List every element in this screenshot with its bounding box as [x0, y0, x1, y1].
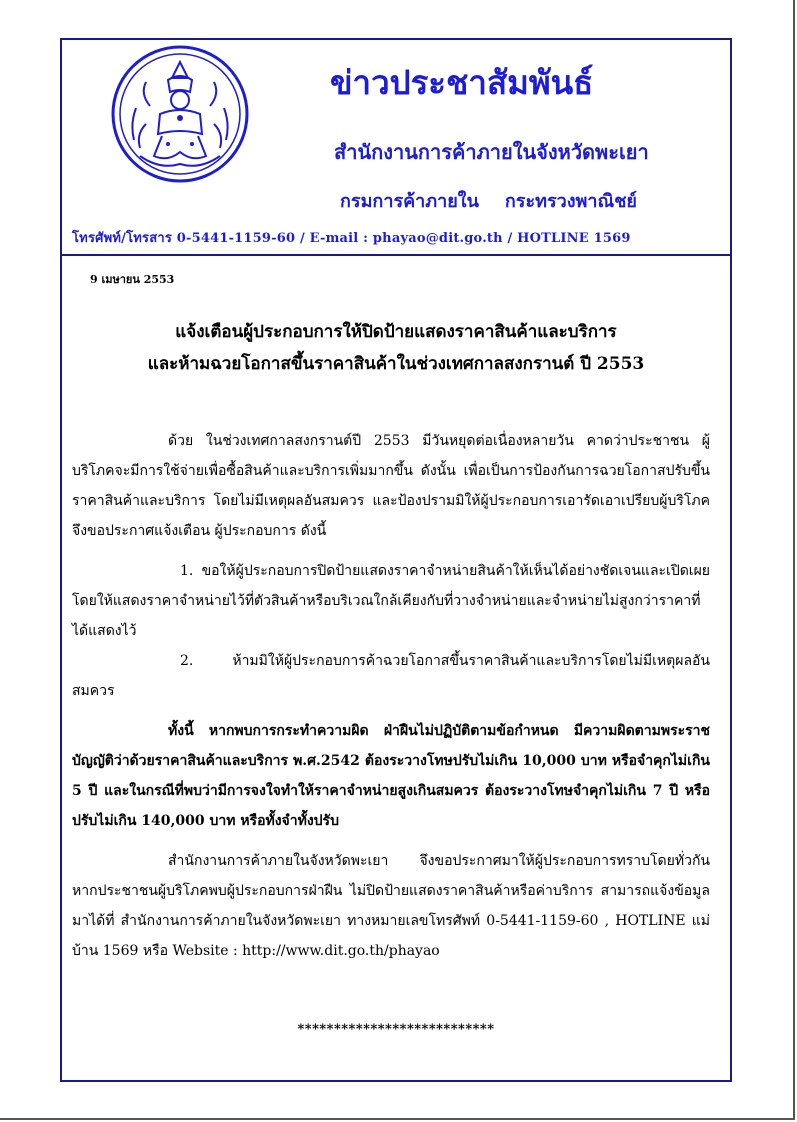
announcement-body — [72, 426, 710, 966]
contact-info: โทรศัพท์/โทรสาร 0-5441-1159-60 / E-mail : phayao@dit.go.th / HOTLINE 1569 — [72, 231, 631, 246]
office-name: สำนักงานการค้าภายในจังหวัดพะเยา — [334, 140, 649, 164]
department-name: กรมการค้าภายใน — [340, 191, 479, 212]
ministry-name: กระทรวงพาณิชย์ — [504, 191, 637, 212]
announcement-date: 9 เมษายน 2553 — [90, 273, 175, 286]
penalty-paragraph: ทั้งนี้ หากพบการกระทำความผิด ฝ่าฝืนไม่ปฏิบัติตามข้อกำหนด มีความผิดตามพระราชบัญญัติว่าด้วยราคาสินค้าและบริการ พ.ศ.2542 ต้องระวางโทษปรับไม่เกิน 10,000 บาท หรือจำคุกไม่เกิน 5 ปี และในกรณีที่พบว่ามีการจงใจทำให้ราคาจำหน่ายสูงเกินสมควร ต้องระวางโทษจำคุกไม่เกิน 7 ปี หรือ ปรับไม่เกิน 140,000 บาท หรือทั้งจำทั้งปรับ — [72, 723, 710, 829]
letterhead — [62, 40, 730, 256]
headline-line-2: และห้ามฉวยโอกาสขึ้นราคาสินค้าในช่วงเทศกาลสงกรานต์ ปี 2553 — [147, 354, 645, 374]
headline-line-1: แจ้งเตือนผู้ประกอบการให้ปิดป้ายแสดงราคาสินค้าและบริการ — [175, 322, 617, 342]
page-title: ข่าวประชาสัมพันธ์ — [330, 63, 594, 102]
footer-divider: *************************** — [297, 1022, 495, 1037]
ministry-seal-icon — [110, 44, 250, 184]
headline — [62, 316, 730, 380]
closing-paragraph: สำนักงานการค้าภายในจังหวัดพะเยา จึงขอประกาศมาให้ผู้ประกอบการทราบโดยทั่วกัน หากประชาชนผู้บริโภคพบผู้ประกอบการฝ่าฝืน ไม่ปิดป้ายแสดงราคาสินค้าหรือค่าบริการ สามารถแจ้งข้อมูลมาได้ที่ สำนักงานการค้าภายในจังหวัดพะเยา ทางหมายเลขโทรศัพท์ 0-5441-1159-60 , HOTLINE แม่บ้าน 1569 หรือ Website : http://www.dit.go.th/phayao — [72, 853, 710, 959]
department-line — [340, 186, 637, 215]
document-page — [60, 38, 732, 1082]
list-item-1: 1. ขอให้ผู้ประกอบการปิดป้ายแสดงราคาจำหน่ายสินค้าให้เห็นได้อย่างชัดเจนและเปิดเผยโดยให้แสดงราคาจำหน่ายไว้ที่ตัวสินค้าหรือบริเวณใกล้เคียงกับที่วางจำหน่ายและจำหน่ายไม่สูงกว่าราคาที่ได้แสดงไว้ — [72, 563, 710, 639]
list-item-2: 2. ห้ามมิให้ผู้ประกอบการค้าฉวยโอกาสขึ้นราคาสินค้าและบริการโดยไม่มีเหตุผลอันสมควร — [72, 653, 710, 699]
intro-paragraph: ด้วย ในช่วงเทศกาลสงกรานต์ปี 2553 มีวันหยุดต่อเนื่องหลายวัน คาดว่าประชาชน ผู้บริโภคจะมีการใช้จ่ายเพื่อซื้อสินค้าและบริการเพิ่มมากขึ้น ดังนั้น เพื่อเป็นการป้องกันการฉวยโอกาสปรับขึ้นราคาสินค้าและบริการ โดยไม่มีเหตุผลอันสมควร และป้องปรามมิให้ผู้ประกอบการเอารัดเอาเปรียบผู้บริโภค จึงขอประกาศแจ้งเตือน ผู้ประกอบการ ดังนี้ — [72, 433, 710, 539]
